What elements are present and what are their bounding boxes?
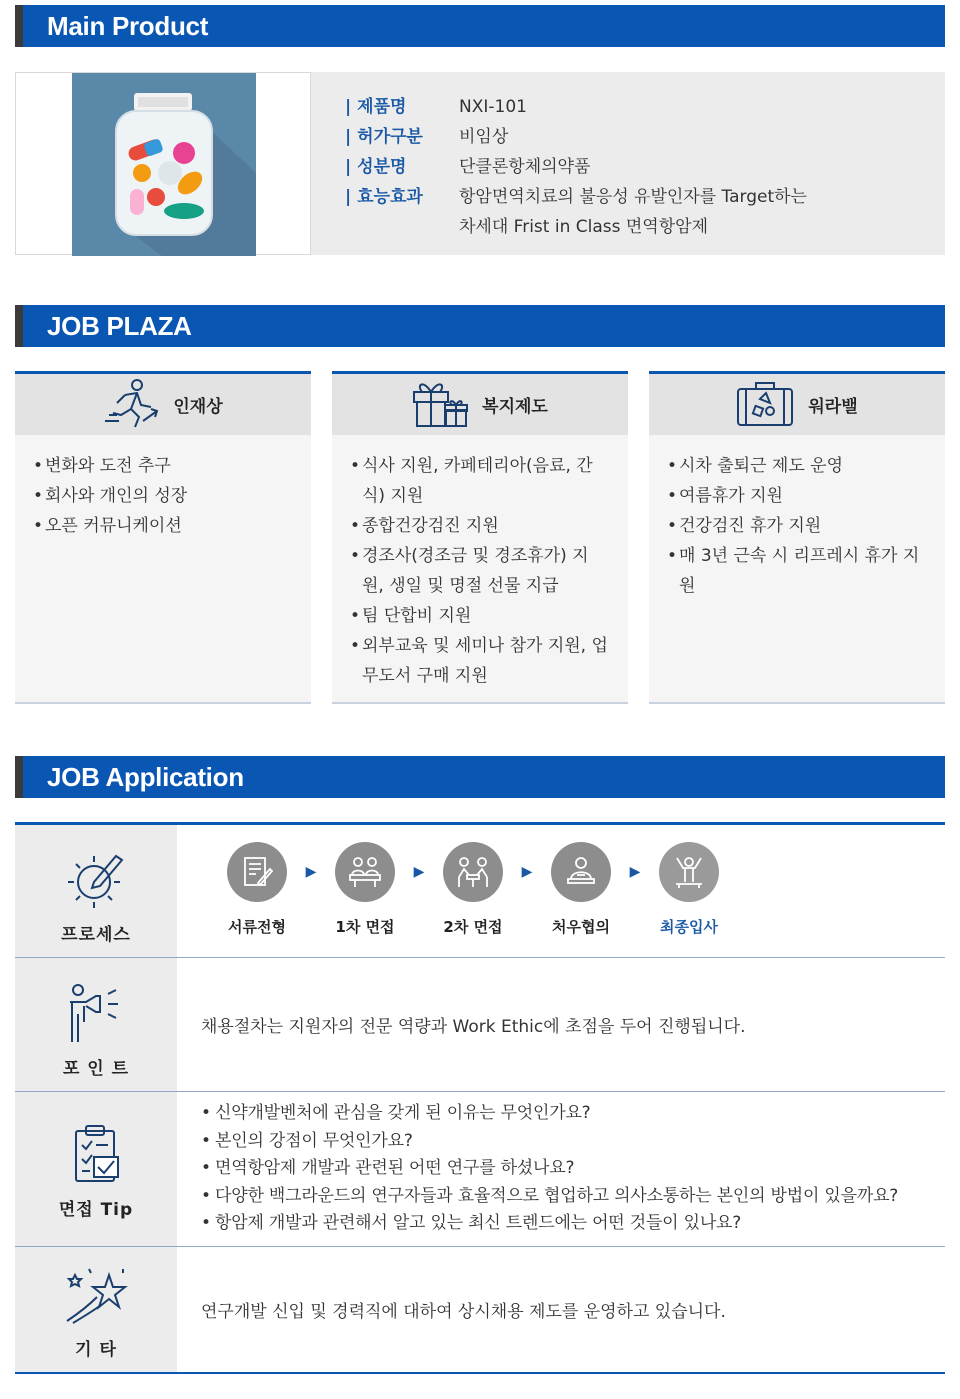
plaza-card-header [649, 371, 945, 435]
step-label: 1차 면접 [335, 917, 395, 936]
job-application-header [15, 756, 945, 798]
process-steps-cell [177, 825, 945, 957]
plaza-card-title: 워라밸 [808, 397, 858, 417]
product-panel [15, 72, 945, 255]
celebrate-person-icon [659, 842, 719, 902]
plaza-card-talent [15, 371, 311, 704]
process-label-cell [15, 825, 177, 957]
info-label: | 제품명 [345, 92, 459, 122]
info-row-name [345, 92, 807, 122]
point-text: 채용절차는 지원자의 전문 역량과 Work Ethic에 초점을 두어 진행됩니다. [201, 1017, 746, 1037]
info-label: | 효능효과 [345, 182, 459, 242]
list-item: • 외부교육 및 세미나 참가 지원, 업무도서 구매 지원 [350, 631, 610, 691]
arrow-right-icon: ▶ [629, 863, 641, 880]
list-item: • 여름휴가 지원 [667, 481, 927, 511]
point-label-cell [15, 958, 177, 1091]
etc-text: 연구개발 신입 및 경력직에 대하여 상시채용 제도를 운영하고 있습니다. [201, 1302, 726, 1322]
list-item: • 건강검진 휴가 지원 [667, 511, 927, 541]
suitcase-icon [736, 379, 794, 431]
product-info [345, 92, 807, 242]
job-application-table [15, 822, 945, 1374]
runner-icon [103, 377, 159, 433]
list-item: • 팀 단합비 지원 [350, 601, 610, 631]
list-item: • 회사와 개인의 성장 [33, 481, 293, 511]
shooting-star-icon [63, 1265, 129, 1329]
document-icon [227, 842, 287, 902]
step-label: 서류전형 [228, 917, 286, 936]
list-item: • 다양한 백그라운드의 연구자들과 효율적으로 협업하고 의사소통하는 본인의 방법이 있을까요? [201, 1183, 898, 1211]
plaza-card-header [332, 371, 628, 435]
info-label: | 허가구분 [345, 122, 459, 152]
info-label: | 성분명 [345, 152, 459, 182]
step-negotiation [541, 842, 621, 937]
point-label: 포 인 트 [62, 1059, 130, 1079]
plaza-card-header [15, 371, 311, 435]
info-row-approval [345, 122, 807, 152]
product-image [15, 72, 311, 255]
info-value: NXI-101 [459, 97, 527, 117]
step-label: 처우협의 [552, 917, 610, 936]
step-interview-2 [433, 842, 513, 937]
pill-bottle-icon [72, 73, 256, 256]
main-product-title: Main Product [47, 11, 209, 41]
gear-pencil-icon [64, 850, 128, 914]
tip-list [201, 1100, 898, 1238]
plaza-card-list [332, 435, 628, 691]
etc-label: 기 타 [75, 1340, 117, 1360]
process-row [15, 825, 945, 958]
etc-text-cell [177, 1247, 945, 1372]
list-item: • 식사 지원, 카페테리아(음료, 간식) 지원 [350, 451, 610, 511]
list-item: • 오픈 커뮤니케이션 [33, 511, 293, 541]
list-item: • 신약개발벤처에 관심을 갖게 된 이유는 무엇인가요? [201, 1100, 898, 1128]
process-steps [217, 842, 729, 937]
info-value: 비임상 [459, 127, 509, 147]
step-label: 최종입사 [660, 917, 718, 936]
person-desk-icon [551, 842, 611, 902]
plaza-card-welfare [332, 371, 628, 704]
plaza-card-title: 복지제도 [482, 397, 548, 417]
etc-row [15, 1247, 945, 1374]
list-item: • 면역항암제 개발과 관련된 어떤 연구를 하셨나요? [201, 1155, 898, 1183]
plaza-card-title: 인재상 [173, 397, 223, 417]
point-row [15, 958, 945, 1092]
clipboard-checklist-icon [68, 1123, 124, 1189]
point-text-cell [177, 958, 945, 1091]
step-label: 2차 면접 [443, 917, 503, 936]
job-plaza-header [15, 305, 945, 347]
step-final-hire [649, 842, 729, 937]
info-value: 항암면역치료의 불응성 유발인자를 Target하는 차세대 Frist in Class 면역항암제 [459, 187, 807, 237]
interview-icon [335, 842, 395, 902]
tip-label-cell [15, 1092, 177, 1246]
list-item: • 경조사(경조금 및 경조휴가) 지원, 생일 및 명절 선물 지급 [350, 541, 610, 601]
process-label: 프로세스 [61, 925, 131, 945]
tip-label: 면접 Tip [58, 1200, 134, 1220]
arrow-right-icon: ▶ [305, 863, 317, 880]
main-product-header [15, 5, 945, 47]
etc-label-cell [15, 1247, 177, 1372]
tip-list-cell [177, 1092, 945, 1246]
info-row-efficacy [345, 182, 807, 242]
info-value: 단클론항체의약품 [459, 157, 591, 177]
list-item: • 본인의 강점이 무엇인가요? [201, 1128, 898, 1156]
interview-tip-row [15, 1092, 945, 1247]
list-item: • 항암제 개발과 관련해서 알고 있는 최신 트렌드에는 어떤 것들이 있나요? [201, 1210, 898, 1238]
plaza-card-list [649, 435, 945, 601]
plaza-card-work-life [649, 371, 945, 704]
plaza-card-list [15, 435, 311, 541]
step-interview-1 [325, 842, 405, 937]
list-item: • 종합건강검진 지원 [350, 511, 610, 541]
job-application-title: JOB Application [47, 762, 244, 792]
job-plaza-title: JOB PLAZA [47, 311, 192, 341]
list-item: • 시차 출퇴근 제도 운영 [667, 451, 927, 481]
gift-icon [412, 378, 468, 432]
list-item: • 매 3년 근속 시 리프레시 휴가 지원 [667, 541, 927, 601]
arrow-right-icon: ▶ [413, 863, 425, 880]
discussion-icon [443, 842, 503, 902]
step-document [217, 842, 297, 937]
arrow-right-icon: ▶ [521, 863, 533, 880]
info-row-ingredient [345, 152, 807, 182]
megaphone-person-icon [64, 982, 128, 1048]
list-item: • 변화와 도전 추구 [33, 451, 293, 481]
